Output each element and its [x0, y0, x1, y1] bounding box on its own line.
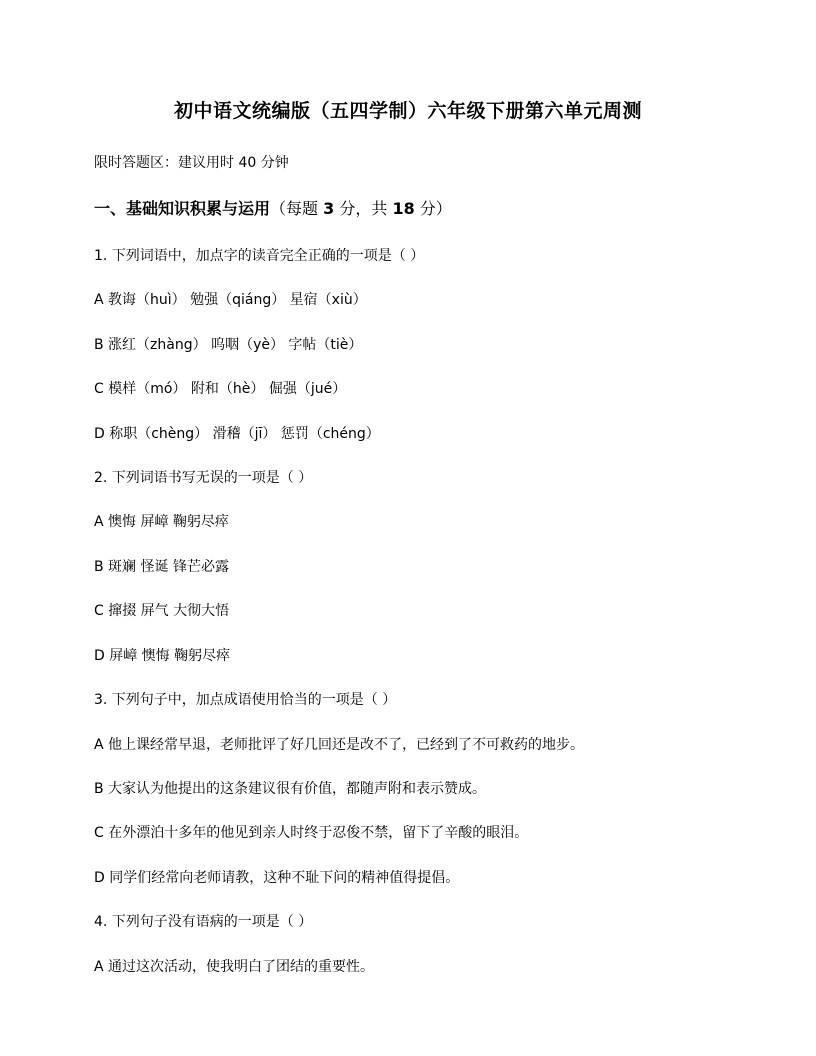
question-3-option-a: A 他上课经常早退，老师批评了好几回还是改不了，已经到了不可救药的地步。: [94, 737, 585, 753]
question-4-stem: 4. 下列句子没有语病的一项是（ ）: [94, 914, 313, 930]
question-2-option-a: A 懊悔 屏嶂 鞠躬尽瘁: [94, 514, 229, 530]
page-title: 初中语文统编版（五四学制）六年级下册第六单元周测: [173, 100, 642, 122]
question-1-option-c: C 模样（mó） 附和（hè） 倔强（jué）: [94, 381, 347, 397]
question-4-option-a: A 通过这次活动，使我明白了团结的重要性。: [94, 959, 375, 975]
question-1-option-a: A 教诲（huì） 勉强（qiáng） 星宿（xiù）: [94, 292, 367, 308]
section-heading-label: 一、基础知识积累与运用: [94, 199, 271, 218]
section-heading: [94, 196, 452, 219]
question-3-option-c: C 在外漂泊十多年的他见到亲人时终于忍俊不禁，留下了辛酸的眼泪。: [94, 825, 529, 841]
question-2-option-d: D 屏嶂 懊悔 鞠躬尽瘁: [94, 648, 231, 664]
time-limit-note: 限时答题区：建议用时 40 分钟: [94, 155, 289, 171]
question-3-stem: 3. 下列句子中，加点成语使用恰当的一项是（ ）: [94, 692, 397, 708]
question-3-option-d: D 同学们经常向老师请教，这种不耻下问的精神值得提倡。: [94, 870, 460, 886]
question-2-option-b: B 斑斓 怪诞 锋芒必露: [94, 559, 229, 575]
question-1-stem: 1. 下列词语中，加点字的读音完全正确的一项是（ ）: [94, 248, 425, 264]
question-1-option-d: D 称职（chèng） 滑稽（jī） 惩罚（chéng）: [94, 426, 380, 442]
section-score-note: （每题 3 分，共 18 分）: [270, 199, 452, 218]
question-2-option-c: C 撺掇 屏气 大彻大悟: [94, 603, 230, 619]
question-3-option-b: B 大家认为他提出的这条建议很有价值，都随声附和表示赞成。: [94, 781, 487, 797]
question-2-stem: 2. 下列词语书写无误的一项是（ ）: [94, 470, 313, 486]
question-1-option-b: B 涨红（zhàng） 呜咽（yè） 字帖（tiè）: [94, 337, 363, 353]
